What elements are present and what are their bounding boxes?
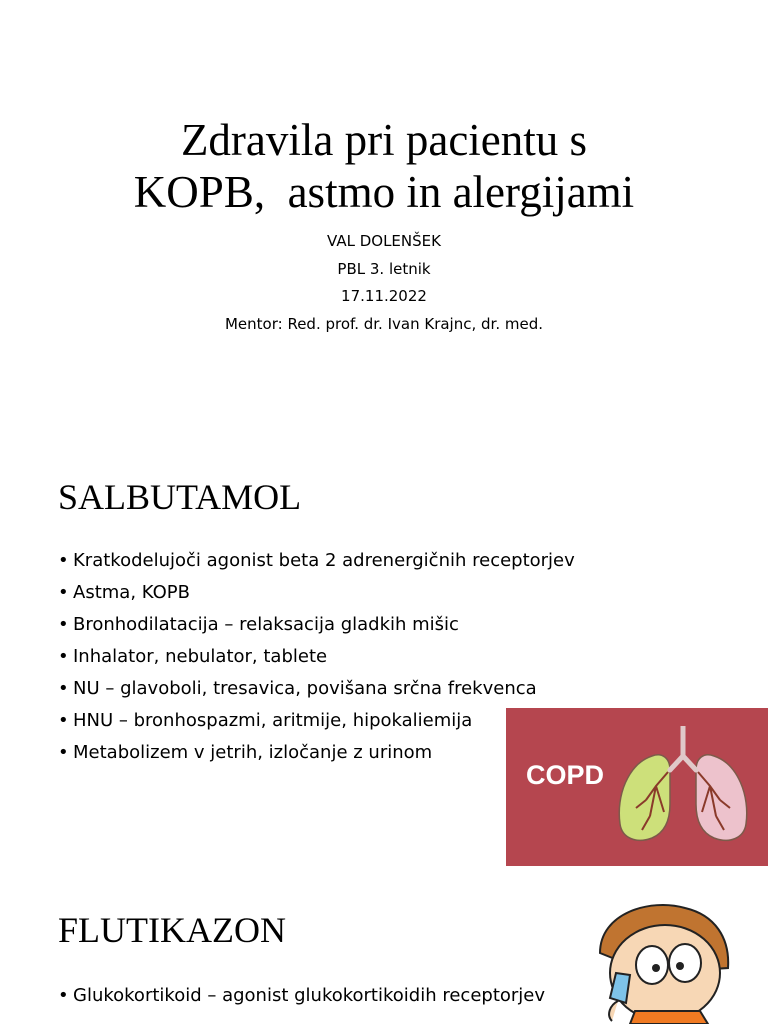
lungs-icon xyxy=(608,726,758,851)
mentor-line: Mentor: Red. prof. dr. Ivan Krajnc, dr. med. xyxy=(224,314,543,333)
cartoon-boy-inhaler-icon xyxy=(590,893,740,1024)
bullet-item: • Kratkodelujoči agonist beta 2 adrenergičnih receptorjev xyxy=(58,545,575,577)
slide-title-line-1: Zdravila pri pacientu s xyxy=(180,115,588,165)
course-year: PBL 3. letnik xyxy=(337,259,431,278)
section-heading-flutikazon: FLUTIKAZON xyxy=(58,910,286,950)
presentation-date: 17.11.2022 xyxy=(341,287,427,305)
author-name: VAL DOLENŠEK xyxy=(327,232,441,250)
slide-title-line-2: KOPB, astmo in alergijami xyxy=(133,167,635,217)
copd-image xyxy=(506,708,768,866)
slide-subtitle xyxy=(0,228,768,338)
bullet-item: • Astma, KOPB xyxy=(58,577,575,609)
section-heading-salbutamol: SALBUTAMOL xyxy=(58,477,302,517)
bullet-item: • Inhalator, nebulator, tablete xyxy=(58,641,575,673)
title-slide xyxy=(0,0,768,410)
bullet-item: • HNU – bronhospazmi, aritmije, hipokaliemija xyxy=(58,705,575,737)
bullet-item: • Bronhodilatacija – relaksacija gladkih mišic xyxy=(58,609,575,641)
copd-label: COPD xyxy=(526,760,605,790)
flutikazon-bullet-list xyxy=(58,980,545,1012)
slide-title xyxy=(0,114,768,218)
content-slide xyxy=(0,445,768,1024)
bullet-item: • Glukokortikoid – agonist glukokortikoidih receptorjev xyxy=(58,980,545,1012)
bullet-item: • Metabolizem v jetrih, izločanje z urinom xyxy=(58,737,575,769)
bullet-item: • NU – glavoboli, tresavica, povišana srčna frekvenca xyxy=(58,673,575,705)
salbutamol-bullet-list xyxy=(58,545,575,769)
